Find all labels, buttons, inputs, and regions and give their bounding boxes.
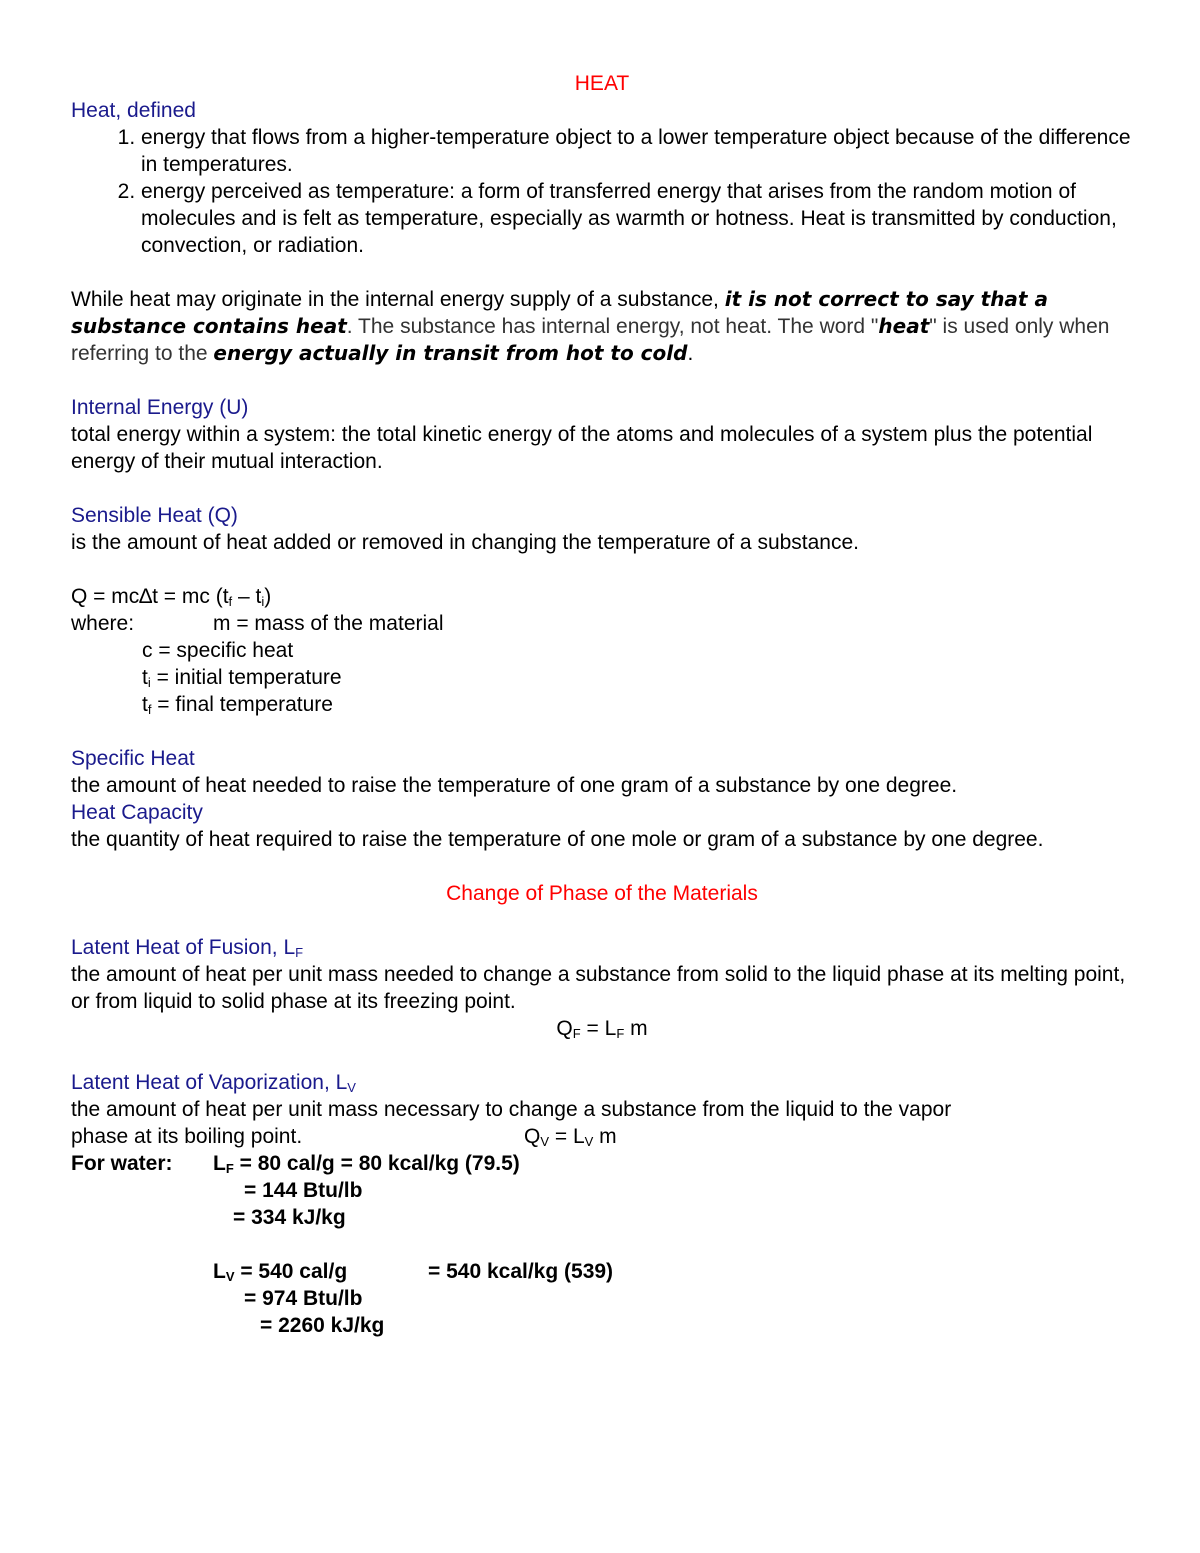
fusion-formula: $Q_F = L_F$ m <box>556 1017 648 1041</box>
sensible-heat-formula: Q = mc∆t = mc $(t_f - t_i)$ <box>71 585 272 609</box>
water-lv-btu: = 974 Btu/lb <box>244 1287 363 1310</box>
heading-latent-fusion: Latent Heat of Fusion, $L_F$ <box>71 936 304 960</box>
initial-temp-definition: $t_i$ = initial temperature <box>142 666 342 690</box>
water-lf-value: $L_F = 80$ cal/g = 80 kcal/kg (79.5) <box>213 1152 520 1176</box>
specific-heat-text: the amount of heat needed to raise the temperature of one gram of a substance by one degree. <box>71 774 958 797</box>
latent-fusion-text: the amount of heat per unit mass needed to change a substance from solid to the liquid phase at its melting point, or from liquid to solid phase at its freezing point. <box>71 963 1126 1013</box>
latent-vaporization-text: the amount of heat per unit mass necessary to change a substance from the liquid to the vapor <box>71 1098 952 1121</box>
heat-capacity-text: the quantity of heat required to raise the temperature of one mole or gram of a substance by one degree. <box>71 828 1044 851</box>
water-fusion-row <box>71 1150 1133 1177</box>
definition-item: 1. energy that flows from a higher-temperature object to a lower temperature object because of the difference in temperatures. <box>141 124 1133 178</box>
heading-internal-energy: Internal Energy (U) <box>71 396 249 419</box>
water-lv-value: $L_V = 540$ cal/g <box>213 1260 348 1284</box>
where-row <box>71 610 1133 637</box>
water-label: For water: <box>71 1152 173 1175</box>
water-lv-kj: = 2260 kJ/kg <box>260 1314 385 1337</box>
page-title: HEAT <box>574 72 630 95</box>
document-page <box>71 70 1133 1339</box>
specific-heat-definition: c = specific heat <box>142 639 294 662</box>
heading-sensible-heat: Sensible Heat (Q) <box>71 504 238 527</box>
emphasis-text: it is not correct to say that a substance contains heat <box>71 287 1048 338</box>
water-lv-kcal: = 540 kcal/kg (539) <box>428 1260 614 1283</box>
final-temp-definition: $t_f$ = final temperature <box>142 693 333 717</box>
emphasis-text: energy actually in transit from hot to cold <box>213 341 688 365</box>
definition-item: 2. energy perceived as temperature: a form of transferred energy that arises from the random motion of molecules and is felt as temperature, especially as warmth or hotness. Heat is transmitted by conduction, convection, or radiation. <box>141 178 1133 259</box>
vaporization-formula: $Q_V = L_V$ m <box>524 1125 617 1149</box>
mass-definition: m = mass of the material <box>213 612 444 635</box>
definition-list <box>71 124 1133 259</box>
where-label: where: <box>71 612 135 635</box>
heading-heat-defined: Heat, defined <box>71 99 196 122</box>
heading-latent-vaporization: Latent Heat of Vaporization, $L_V$ <box>71 1071 356 1095</box>
section-title-phase-change: Change of Phase of the Materials <box>446 882 758 905</box>
water-lf-btu: = 144 Btu/lb <box>244 1179 363 1202</box>
heat-paragraph: While heat may originate in the internal energy supply of a substance, it is not correct to say that a substance contains heat. The substance has internal energy, not heat. The word "heat" is used only when referring to the energy actually in transit from hot to cold. <box>71 287 1110 365</box>
sensible-heat-text: is the amount of heat added or removed in changing the temperature of a substance. <box>71 531 860 554</box>
water-lf-kj: = 334 kJ/kg <box>233 1206 346 1229</box>
latent-vaporization-text-line2: phase at its boiling point. <box>71 1125 303 1148</box>
internal-energy-text: total energy within a system: the total kinetic energy of the atoms and molecules of a system plus the potential energy of their mutual interaction. <box>71 423 1093 473</box>
heading-specific-heat: Specific Heat <box>71 747 195 770</box>
emphasis-text: heat <box>878 314 930 338</box>
heading-heat-capacity: Heat Capacity <box>71 801 203 824</box>
